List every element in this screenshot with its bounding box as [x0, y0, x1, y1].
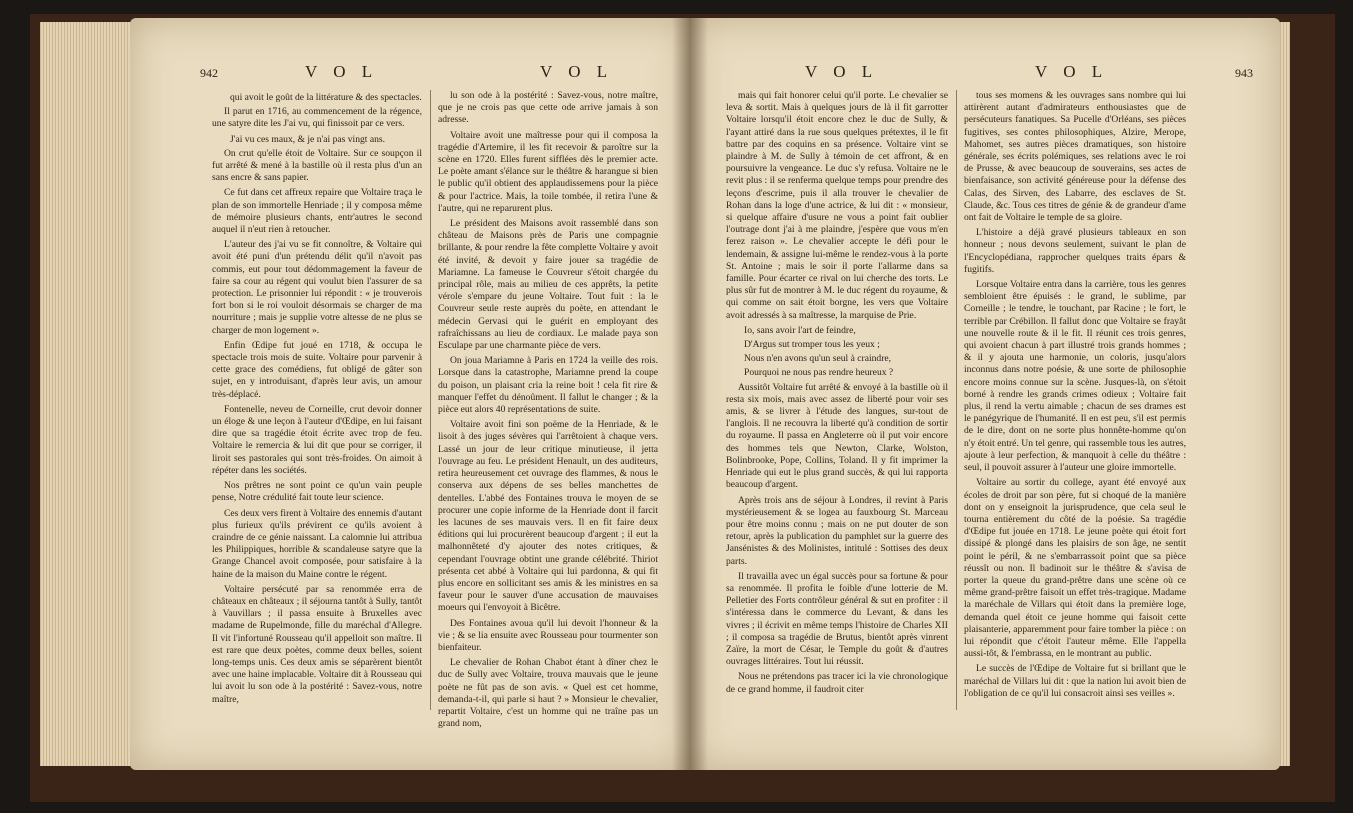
paragraph: Nous ne prétendons pas tracer ici la vie chronologique de ce grand homme, il faudroit citer — [726, 671, 948, 695]
paragraph: Le chevalier de Rohan Chabot étant à dîner chez le duc de Sully avec Voltaire, trouva mauvais que le jeune poète ne fût pas de son avis. « Quel est cet homme, demanda-t-il, qui parle si haut ? » Monsieur le chevalier, repartit Voltaire, c'est un homme qui ne traîne pas un grand nom, — [438, 657, 658, 730]
paragraph: Pourquoi ne nous pas rendre heureux ? — [744, 367, 894, 379]
left-page-header-2: V O L — [540, 62, 614, 81]
page-edges-left — [40, 22, 135, 766]
right-page-number: 943 — [1235, 66, 1253, 80]
paragraph: Le succès de l'Œdipe de Voltaire fut si brillant que le maréchal de Villars lui dit : que la nation lui avoit bien de l'obligation de ce qu'il lui consacroit ainsi ses veilles ». — [964, 663, 1186, 699]
left-column-2 — [438, 90, 658, 733]
left-column-1 — [212, 90, 422, 709]
paragraph: Voltaire avoit fini son poëme de la Henriade, & le lisoit à des juges sévères qui l'arrêtoient à chaque vers. Lassé un jour de leur critique minutieuse, il jetta l'ouvrage au feu. Le président Henault, un des auditeurs, retira heureusement cet ouvrage des flammes, & nous le conserva aux dépens de ses belles manchettes de dentelles. L'abbé des Fontaines trouva le moyen de se procurer une copie informe de la Henriade dont il farcit les lacunes de ses mauvais vers. Il en fit faire deux éditions qui lui procurèrent beaucoup d'argent ; il eut la malhonnêteté d'y ajouter des notes critiques, & cependant l'ouvrage obtint une grande célébrité. Thiriot présenta cet abbé à Voltaire qui lui pardonna, & qui fit plus encore en sollicitant ses amis & les ministres en sa faveur pour le sauver d'une accusation de mauvaises moeurs qui l'envoyoit à Bicêtre. — [438, 419, 658, 614]
left-page-header-1: V O L — [305, 62, 379, 81]
paragraph: L'auteur des j'ai vu se fit connoître, & Voltaire qui avoit été puni d'un prétendu délit qu'il n'avoit pas commis, eut pour tout dédommagement la faveur de faire sa cour au régent qui voulut bien l'assurer de sa protection. Le prisonnier lui répondit : « je trouverois fort bon si le roi vouloit désormais se charger de ma nourriture ; mais je supplie votre altesse de ne plus se charger de mon logement ». — [212, 239, 422, 336]
paragraph: Il parut en 1716, au commencement de la régence, une satyre dite les J'ai vu, qui finissoit par ce vers. — [212, 106, 422, 130]
right-page-header-2: V O L — [1035, 62, 1109, 81]
paragraph: Enfin Œdipe fut joué en 1718, & occupa le spectacle trois mois de suite. Voltaire pour parvenir à cette grace des comédiens, fut obligé de gâter son sujet, en y introduisant, d'après leur avis, un amour très-déplacé. — [212, 339, 422, 400]
paragraph: Ce fut dans cet affreux repaire que Voltaire traça le plan de son immortelle Henriade ; il y composa même de mémoire plusieurs chants, entr'autres le second auquel il n'eut rien à retoucher. — [212, 187, 422, 236]
paragraph: Io, sans avoir l'art de feindre, — [744, 324, 856, 336]
paragraph: On joua Mariamne à Paris en 1724 la veille des rois. Lorsque dans la catastrophe, Mariamne prend la coupe du poison, un plaisant cria la reine boit ! cela fit rire & manquer l'effet du dénoûment. Il fallut le changer ; & la pièce eut alors 40 représentations de suite. — [438, 355, 658, 416]
right-column-1 — [726, 90, 948, 699]
paragraph: Aussitôt Voltaire fut arrêté & envoyé à la bastille où il resta six mois, mais avec assez de liberté pour voir ses amis, & se livrer à l'étude des langues, sur-tout de l'anglois. Il ne recouvra la liberté qu'à condition de sortir du royaume. Il passa en Angleterre où il put voir encore des hommes tels que Newton, Clarke, Wolston, Bolinbrooke, Pope, Collins, Toland. Il y fit imprimer la Henriade qui eut le plus grand succès, & qui lui rapporta beaucoup d'argent. — [726, 381, 948, 491]
column-rule — [956, 90, 957, 710]
paragraph: Fontenelle, neveu de Corneille, crut devoir donner un éloge & une leçon à l'auteur d'Œdipe, en lui faisant dire que sa tragédie étoit écrite avec trop de feu. Voltaire le remercia & lui dit que pour se corriger, il liroit ses pastorales qui sont très-froides. On aimoit à répéter dans les sociétés. — [212, 403, 422, 476]
paragraph: Après trois ans de séjour à Londres, il revint à Paris mystérieusement & se logea au fauxbourg St. Marceau pour être moins connu ; mais on ne put douter de son retour, après la publication du pamphlet sur la guerre des Jansénistes & des Molinistes, intitulé : Sottises des deux parts. — [726, 494, 948, 567]
paragraph: Des Fontaines avoua qu'il lui devoit l'honneur & la vie ; & se lia ensuite avec Rousseau pour tourmenter son bienfaiteur. — [438, 617, 658, 653]
right-page — [690, 18, 1280, 770]
left-page — [130, 18, 690, 770]
paragraph: lu son ode à la postérité : Savez-vous, notre maître, que je ne crois pas que cette ode arrive jamais à son adresse. — [438, 90, 658, 126]
right-page-header-1: V O L — [805, 62, 879, 81]
paragraph: Le président des Maisons avoit rassemblé dans son château de Maisons près de Paris une compagnie brillante, & pour rendre la fête complette Voltaire y avoit été invité, & devoit y faire jouer sa tragédie de Mariamne. La fameuse le Couvreur s'étoit chargée du principal rôle, mais au milieu de ces apprêts, la petite vérole s'empare du jeune Voltaire. Tout fuit : la le Couvreur seule reste auprès du poète, en attendant le médecin Gervasi qui le guérit en employant des rafraîchissans au lieu de cordiaux. Le malade paya son Esculape par une charmante pièce de vers. — [438, 218, 658, 352]
column-rule — [430, 90, 431, 710]
paragraph: qui avoit le goût de la littérature & des spectacles. — [230, 92, 422, 103]
book-gutter — [672, 18, 708, 770]
paragraph: On crut qu'elle étoit de Voltaire. Sur ce soupçon il fut arrêté & mené à la bastille où il resta plus d'un an sans encre & sans papier. — [212, 147, 422, 184]
paragraph: Lorsque Voltaire entra dans la carrière, tous les genres sembloient être épuisés : le grand, le sublime, par Corneille ; le tendre, le touchant, par Racine ; le fort, le terrible par Crébillon. Il fallut donc que Voltaire se frayât une nouvelle route & il le fit. Il réunit ces trois genres, qui avoient chacun à part illustré trois grands hommes ; & il y ajouta une harmonie, un coloris, jusqu'alors inconnus dans notre poésie, & une sorte de philosophie encore moins connue sur la scène. Jusques-là, on s'étoit borné à rendre les grands crimes odieux ; Voltaire fait plus, il rend la vertu aimable ; chacun de ses drames est le panégyrique de l'humanité. Il en est peu, s'il est permis de le dire, dont on ne sorte plus honnête-homme qu'on n'y étoit entré. Un tel genre, qui rassemble tous les autres, ajoute à leur perfection, & manquoit à celle du théâtre : seul, il pouvoit assurer à l'auteur une gloire immortelle. — [964, 279, 1186, 474]
paragraph: Voltaire au sortir du college, ayant été envoyé aux écoles de droit par son père, fut si choqué de la manière dont on y enseignoit la jurisprudence, que cela seul le tourna entièrement du côté de la poésie. Sa tragédie d'Œdipe fut jouée en 1718. Le jeune poète qui étoit fort dissipé & plongé dans les plaisirs de son âge, ne sentit point le péril, & ne s'embarrassoit point que sa pièce réussît ou non. Il badinoit sur le théâtre & s'avisa de porter la queue du grand-prêtre dans une scène où ce même grand-prêtre faisoit un effet très-tragique. Madame la maréchale de Villars qui étoit dans la première loge, demanda quel étoit ce jeune homme qui faisoit cette plaisanterie, apparemment pour faire tomber la pièce : on lui répondit que c'étoit l'auteur même. Elle l'appella aussi-tôt, & l'embrassa, en le montrant au public. — [964, 477, 1186, 660]
right-column-2 — [964, 90, 1186, 703]
left-page-number: 942 — [200, 66, 218, 80]
paragraph: Nos prêtres ne sont point ce qu'un vain peuple pense, Notre crédulité fait toute leur science. — [212, 480, 422, 504]
paragraph: mais qui fait honorer celui qu'il porte. Le chevalier se leva & sortit. Mais à quelques jours de là il fit garrotter Voltaire lorsqu'il étoit encore chez le duc de Sully, & l'ayant attiré dans la rue sous quelques prétextes, il le fit battre par des coquins en sa présence. Voltaire vint se plaindre à M. de Sully à témoin de cet affront, & en poursuivre la vengeance. Le duc s'y refusa. Voltaire ne le revit plus : il se renferma quelque temps pour prendre des leçons d'escrime, puis il alla trouver le chevalier de Rohan dans la loge d'une actrice, & lui dit : « monsieur, si quelque affaire d'usure ne vous a point fait oublier l'outrage dont j'ai à me plaindre, j'espère que vous m'en ferez raison ». Le chevalier accepte le défi pour le lendemain, & assigne lui-même le rendez-vous à la porte St. Antoine ; mais le soir il porte l'allarme dans sa famille. Pour écarter ce rival on lui cherche des torts. Le plus sûr fut de montrer à M. le duc régent du royaume, & qui comme on sait étoit borgne, les vers que Voltaire avoit adressés à sa maîtresse, la marquise de Prie. — [726, 90, 948, 321]
paragraph: Voltaire persécuté par sa renommée erra de châteaux en châteaux ; il séjourna tantôt à Sully, tantôt à Vauvillars ; il passa ensuite à Bruxelles avec madame de Rupelmonde, fille du maréchal d'Allegre. Il vit l'infortuné Rousseau qu'il appelloit son maître. Il est rare que deux poètes, comme deux belles, soient long-temps unis. Ces deux amis se séparèrent bientôt avec une haine implacable. Voltaire dit à Rousseau qui lui avoit lu son ode à la postérité : Savez-vous, notre maître, — [212, 583, 422, 705]
paragraph: Ces deux vers firent à Voltaire des ennemis d'autant plus furieux qu'ils prévirent ce qu'ils avoient à craindre de ce génie naissant. La calomnie lui attribua les Philippiques, horrible & scandaleuse satyre que la Grange Chancel avoit composée, pour satisfaire à la haine de la maison du Maine contre le régent. — [212, 507, 422, 580]
paragraph: D'Argus sut tromper tous les yeux ; — [744, 339, 880, 351]
paragraph: tous ses momens & les ouvrages sans nombre qui lui attirèrent autant d'admirateurs enthousiastes que de persécuteurs fanatiques. Sa Pucelle d'Orléans, ses pièces fugitives, ses contes philosophiques, Alzire, Merope, Mahomet, ses autres pièces dramatiques, son histoire générale, ses écrits polémiques, ses relations avec le roi de Prusse, & avec beaucoup de souverains, ses actes de bienfaisance, son activité généreuse pour la défense des Calas, des Sirven, des Labarre, des esclaves de St. Claude, &c. Tous ces titres de génie & de grandeur d'ame ont fait de Voltaire le temple de sa gloire. — [964, 90, 1186, 224]
paragraph: Il travailla avec un égal succès pour sa fortune & pour sa renommée. Il profita le foible d'une lotterie de M. Pelletier des Forts contrôleur général & sut en profiter : il s'intéressa dans le commerce du Levant, & dans les vivres ; il écrivit en même temps l'histoire de Charles XII ; il composa sa tragédie de Brutus, bientôt après vinrent Zaïre, la mort de César, le Temple du goût & d'autres ouvrages littéraires. Tout lui réussit. — [726, 570, 948, 668]
paragraph: L'histoire a déjà gravé plusieurs tableaux en son honneur ; nous devons seulement, suivant le plan de l'Encyclopédiana, rapprocher quelques traits épars & fugitifs. — [964, 227, 1186, 275]
paragraph: Nous n'en avons qu'un seul à craindre, — [744, 353, 892, 365]
paragraph: J'ai vu ces maux, & je n'ai pas vingt ans. — [230, 133, 386, 145]
paragraph: Voltaire avoit une maîtresse pour qui il composa la tragédie d'Artemire, il les fit recevoir & paroître sur la scène en 1720. Elles furent sifflées dès le premier acte. Le poète amant s'élance sur le théâtre & harangue si bien le public qu'il obtient des applaudissemens pour la pièce & pour l'actrice. Mais, la toile tombée, il retira l'une & l'autre, qui ne reparurent plus. — [438, 129, 658, 214]
